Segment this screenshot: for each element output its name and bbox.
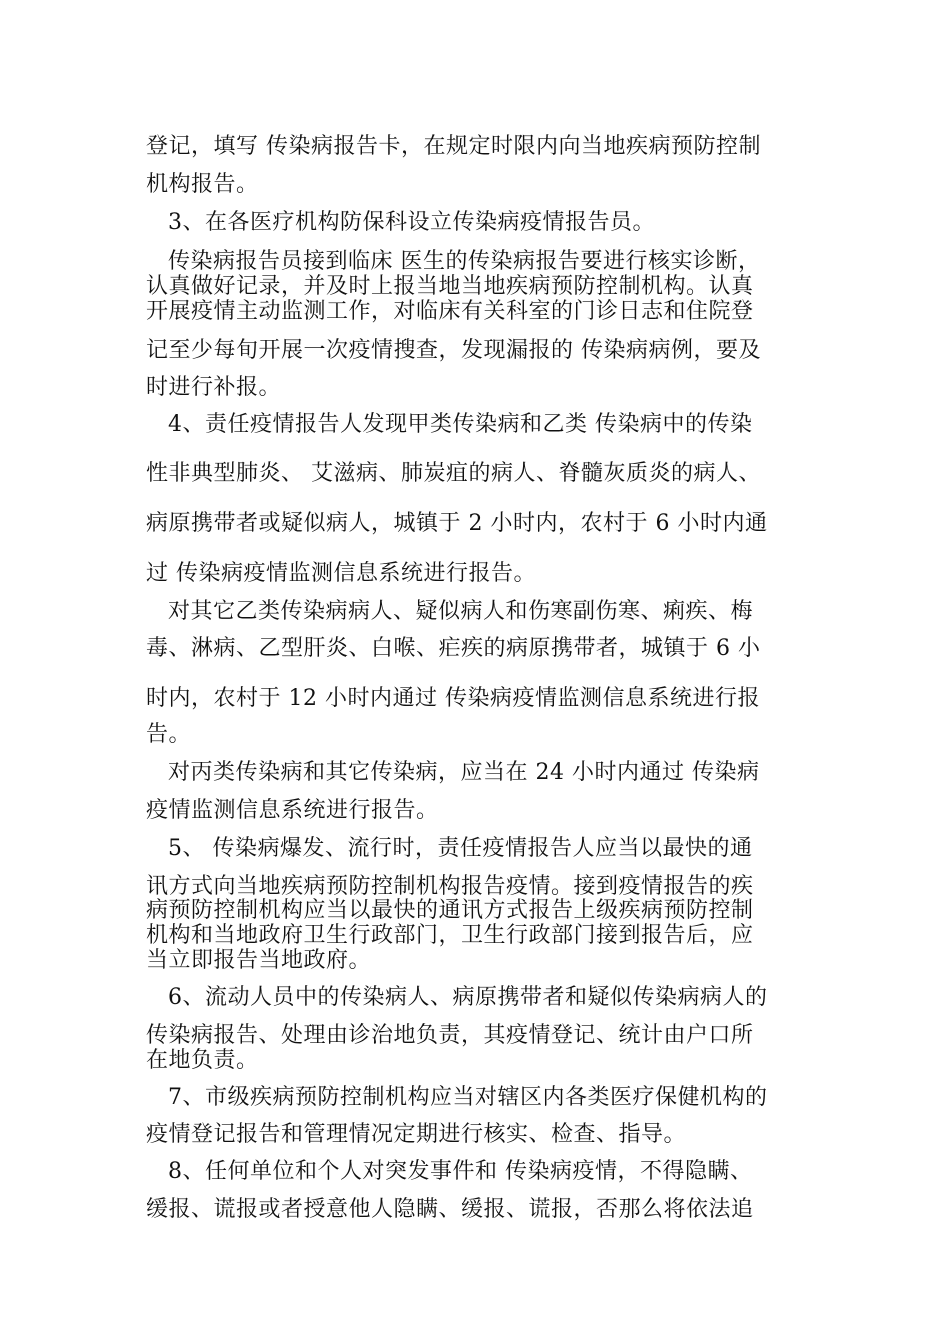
text-line: 时内，农村于 12 小时内通过 传染病疫情监测信息系统进行报: [146, 686, 760, 711]
text-line: 传染病报告员接到临床 医生的传染病报告要进行核实诊断，: [168, 249, 761, 274]
text-line: 7、市级疾病预防控制机构应当对辖区内各类医疗保健机构的: [168, 1085, 768, 1110]
text-line: 在地负责。: [146, 1048, 259, 1073]
text-line: 5、 传染病爆发、流行时，责任疫情报告人应当以最快的通: [168, 836, 753, 861]
text-line: 机构报告。: [146, 172, 259, 197]
text-line: 对其它乙类传染病病人、疑似病人和伤寒副伤寒、痢疾、梅: [168, 599, 754, 624]
text-line: 开展疫情主动监测工作，对临床有关科室的门诊日志和住院登: [146, 299, 754, 324]
text-line: 3、在各医疗机构防保科设立传染病疫情报告员。: [168, 210, 655, 235]
text-line: 登记，填写 传染病报告卡，在规定时限内向当地疾病预防控制: [146, 134, 761, 159]
text-line: 6、流动人员中的传染病人、病原携带者和疑似传染病病人的: [168, 985, 768, 1010]
text-line: 病原携带者或疑似病人，城镇于 2 小时内，农村于 6 小时内通: [146, 511, 768, 536]
text-line: 记至少每旬开展一次疫情搜查，发现漏报的 传染病病例，要及: [146, 338, 761, 363]
text-line: 8、任何单位和个人对突发事件和 传染病疫情，不得隐瞒、: [168, 1159, 753, 1184]
text-line: 疫情监测信息系统进行报告。: [146, 798, 439, 823]
text-line: 当立即报告当地政府。: [146, 948, 372, 973]
text-line: 传染病报告、处理由诊治地负责，其疫情登记、统计由户口所: [146, 1023, 754, 1048]
text-line: 缓报、谎报或者授意他人隐瞒、缓报、谎报，否那么将依法追: [146, 1197, 754, 1222]
text-line: 对丙类传染病和其它传染病，应当在 24 小时内通过 传染病: [168, 760, 760, 785]
text-line: 告。: [146, 722, 192, 747]
text-line: 讯方式向当地疾病预防控制机构报告疫情。接到疫情报告的疾: [146, 874, 754, 899]
text-line: 4、责任疫情报告人发现甲类传染病和乙类 传染病中的传染: [168, 412, 753, 437]
text-line: 认真做好记录，并及时上报当地当地疾病预防控制机构。认真: [146, 274, 754, 299]
text-line: 过 传染病疫情监测信息系统进行报告。: [146, 561, 536, 586]
text-line: 时进行补报。: [146, 375, 282, 400]
text-line: 病预防控制机构应当以最快的通讯方式报告上级疾病预防控制: [146, 898, 754, 923]
text-line: 性非典型肺炎、 艾滋病、肺炭疽的病人、脊髓灰质炎的病人、: [146, 461, 761, 486]
text-line: 疫情登记报告和管理情况定期进行核实、检查、指导。: [146, 1122, 687, 1147]
text-line: 机构和当地政府卫生行政部门，卫生行政部门接到报告后，应: [146, 923, 754, 948]
text-line: 毒、淋病、乙型肝炎、白喉、疟疾的病原携带者，城镇于 6 小: [146, 636, 761, 661]
